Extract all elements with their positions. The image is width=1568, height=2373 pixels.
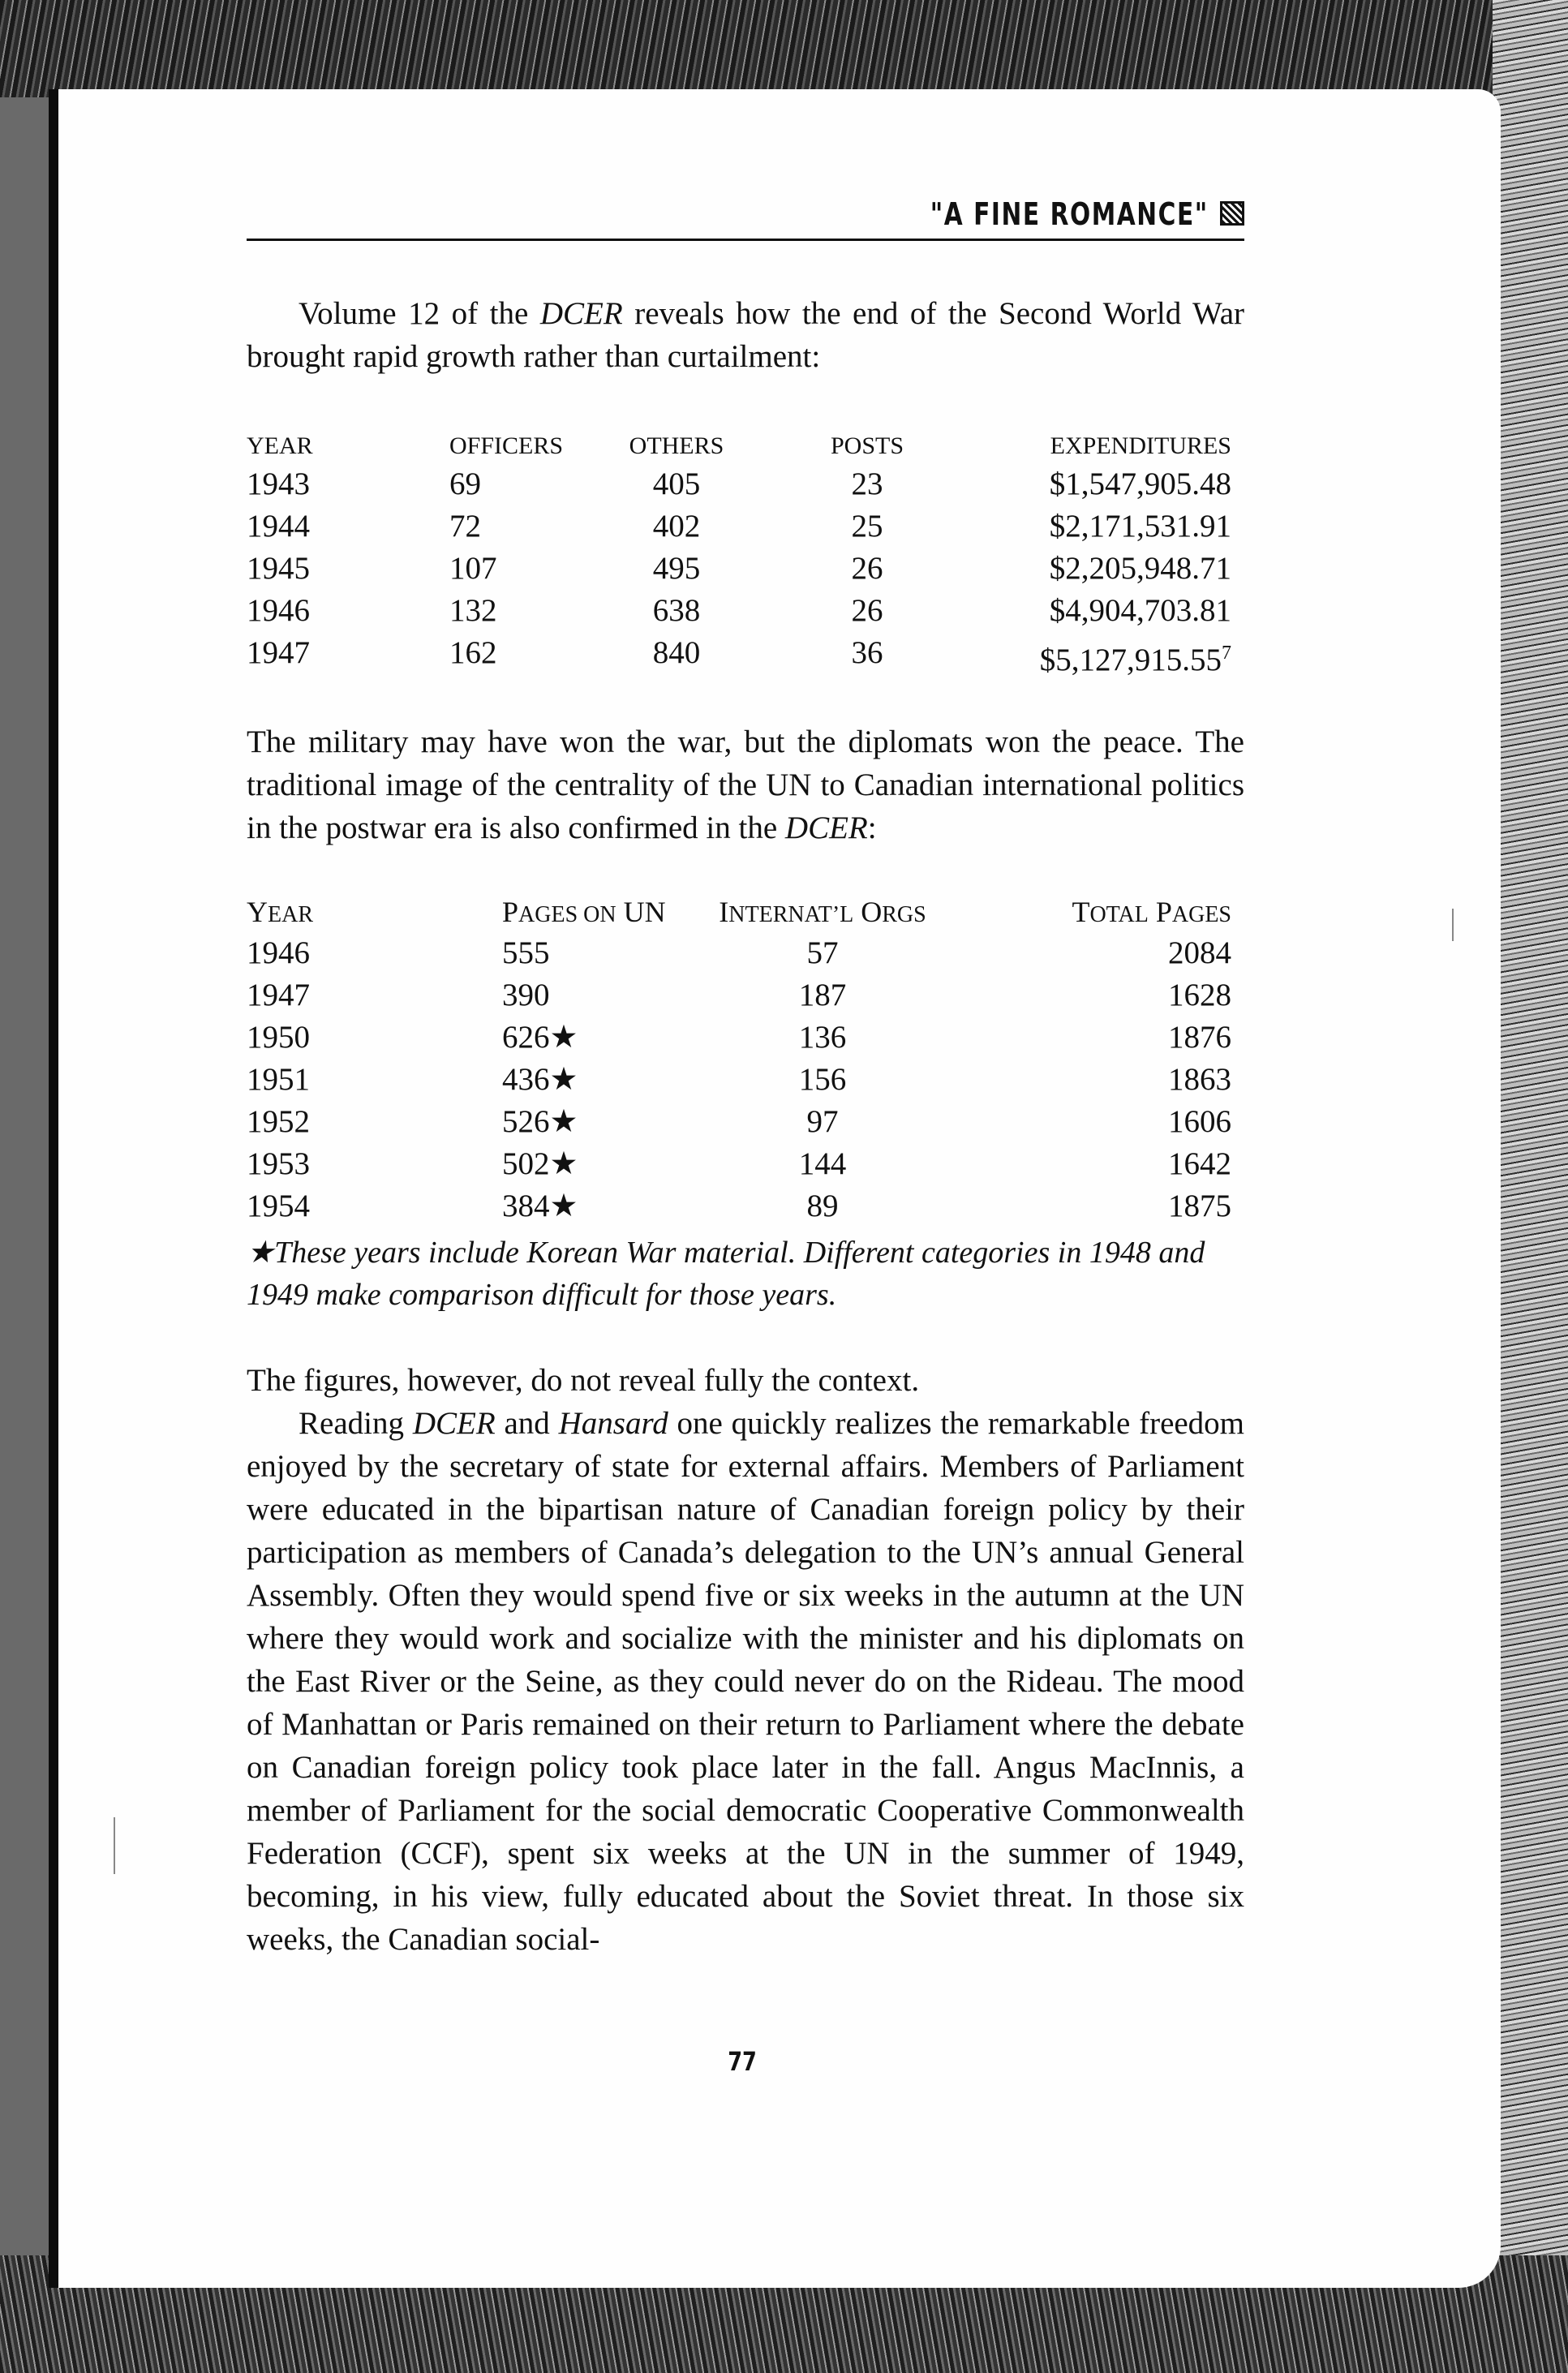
scan-border-top bbox=[0, 0, 1568, 97]
table2-header-total-cap2: P bbox=[1148, 896, 1172, 928]
table-row: 1945 107 495 26 $2,205,948.71 bbox=[247, 548, 1244, 590]
table-row: 1953 502★ 144 1642 bbox=[247, 1143, 1244, 1185]
table2-internat-orgs: 97 bbox=[806, 1104, 839, 1139]
final-text-1: Reading bbox=[299, 1406, 413, 1441]
middle-paragraph bbox=[247, 720, 1244, 849]
table1-header-row: YEAR OFFICERS OTHERS POSTS EXPENDITURES bbox=[247, 425, 1244, 467]
table2-internat-orgs: 136 bbox=[798, 1020, 847, 1055]
table1-others: 405 bbox=[652, 466, 701, 501]
table2-header-total-cap: T bbox=[1072, 896, 1090, 928]
table1-header-others: OTHERS bbox=[629, 432, 724, 459]
table2-year: 1951 bbox=[247, 1062, 310, 1097]
table1-posts: 26 bbox=[851, 551, 883, 586]
table1-posts: 23 bbox=[851, 466, 883, 501]
table-row: 1952 526★ 97 1606 bbox=[247, 1101, 1244, 1143]
running-head bbox=[247, 191, 1244, 241]
table2-internat-orgs: 156 bbox=[798, 1062, 847, 1097]
table1-expenditure: $4,904,703.81 bbox=[1049, 593, 1231, 628]
table2-internat-orgs: 187 bbox=[798, 978, 847, 1012]
table2-year: 1950 bbox=[247, 1020, 310, 1055]
table-row: 1951 436★ 156 1863 bbox=[247, 1059, 1244, 1101]
scan-border-right bbox=[1493, 0, 1568, 2373]
table2-internat-orgs: 144 bbox=[798, 1146, 847, 1181]
table2-header-internat-orgs bbox=[719, 891, 926, 936]
table1-header-posts: POSTS bbox=[830, 432, 904, 459]
table2-internat-orgs: 57 bbox=[806, 935, 839, 970]
table1-year: 1945 bbox=[247, 551, 310, 586]
final-hansard: Hansard bbox=[558, 1406, 668, 1441]
table1-header-expenditures: EXPENDITURES bbox=[1050, 432, 1231, 459]
table1-posts: 25 bbox=[851, 509, 883, 544]
intro-dcer: DCER bbox=[539, 296, 623, 331]
table1-expenditure: $2,171,531.91 bbox=[1049, 509, 1231, 544]
table-row: 1950 626★ 136 1876 bbox=[247, 1017, 1244, 1059]
table2-header-orgs-small2: RGS bbox=[882, 902, 926, 927]
table2-year: 1953 bbox=[247, 1146, 310, 1181]
intro-text-2: reveals how the end of the Second World War brought rapid growth rather than curtailment: bbox=[247, 296, 1244, 374]
table2-total-pages: 2084 bbox=[1168, 935, 1231, 970]
table2-total-pages: 1628 bbox=[1168, 978, 1231, 1012]
table1-posts: 36 bbox=[851, 635, 883, 670]
running-head-title: "A FINE ROMANCE" bbox=[930, 196, 1209, 232]
final-text-3: one quickly realizes the remarkable freedom enjoyed by the secretary of state for external affairs. Members of Parliament were educated in the bipartisan nature of Canadian foreign policy by their participation as members of Canada’s delegation to the UN’s annual General Assembly. Often they would spend five or six weeks in the autumn at the UN where they would work and socialize with the minister and his diplomats on the East River or the Seine, as they could never do on the Rideau. The mood of Manhattan or Paris remained on their return to Parliament where the debate on Canadian foreign policy took place later in the fall. Angus MacInnis, a member of Parliament for the social democratic Cooperative Commonwealth Federation (CCF), spent six weeks at the UN in the summer of 1949, becoming, in his view, fully educated about the Soviet threat. In those six weeks, the Canadian social- bbox=[247, 1406, 1245, 1957]
intro-paragraph bbox=[247, 292, 1244, 378]
table1-expenditure bbox=[1040, 632, 1231, 681]
table1-expenditure-value: $5,127,915.55 bbox=[1039, 643, 1222, 677]
middle-text-1: The military may have won the war, but the diplomats won the peace. The traditional image of the centrality of the UN to Canadian international politics in the postwar era is also confirmed in the bbox=[247, 724, 1244, 845]
middle-text-2: : bbox=[867, 810, 877, 845]
table2-year: 1954 bbox=[247, 1189, 310, 1223]
table1-posts: 26 bbox=[851, 593, 883, 628]
table1-year: 1946 bbox=[247, 593, 310, 628]
footnote-ref: 7 bbox=[1222, 643, 1231, 664]
table-row: 1947 390 187 1628 bbox=[247, 974, 1244, 1017]
table1-others: 495 bbox=[652, 551, 701, 586]
table2-header-year-small: EAR bbox=[268, 902, 313, 927]
figures-line: The figures, however, do not reveal fully the context. bbox=[247, 1363, 920, 1398]
table1-header-year: YEAR bbox=[247, 432, 313, 459]
table-row: 1946 132 638 26 $4,904,703.81 bbox=[247, 590, 1244, 632]
table2-total-pages: 1863 bbox=[1168, 1062, 1231, 1097]
table2-internat-orgs: 89 bbox=[806, 1189, 839, 1223]
table1-year: 1944 bbox=[247, 509, 310, 544]
final-paragraph bbox=[247, 1402, 1244, 1961]
table2-header-orgs-small: NTERNAT’L bbox=[728, 902, 854, 927]
table1-expenditure: $1,547,905.48 bbox=[1049, 466, 1231, 501]
table2-note: ★These years include Korean War material. Different categories in 1948 and 1949 make comparison difficult for those years. bbox=[247, 1236, 1205, 1312]
table2-header-orgs-cap2: O bbox=[853, 896, 883, 928]
table2-total-pages: 1606 bbox=[1168, 1104, 1231, 1139]
table2-header-pages-tail: UN bbox=[616, 896, 666, 928]
table-row: 1946 555 57 2084 bbox=[247, 932, 1244, 974]
table-row: 1947 162 840 36 $5,127,915.55$^7$ bbox=[247, 632, 1244, 674]
final-dcer: DCER bbox=[412, 1406, 496, 1441]
table2-header-pages-cap: P bbox=[502, 896, 519, 928]
table2-year: 1947 bbox=[247, 978, 310, 1012]
final-text-2: and bbox=[495, 1406, 559, 1441]
table2-year: 1952 bbox=[247, 1104, 310, 1139]
table2-header-orgs-cap: I bbox=[719, 896, 729, 928]
table2-header-pages-small: AGES ON bbox=[518, 902, 616, 927]
table2-total-pages: 1875 bbox=[1168, 1189, 1231, 1223]
chapter-box-icon bbox=[1220, 201, 1244, 226]
table2-header-total-small2: AGES bbox=[1171, 902, 1231, 927]
table2-header-total-pages bbox=[1072, 891, 1231, 936]
scan-speck bbox=[114, 1817, 115, 1874]
table1-others: 402 bbox=[652, 509, 701, 544]
table2-year: 1946 bbox=[247, 935, 310, 970]
table2-header-year-cap: Y bbox=[247, 896, 268, 928]
table2-header-year bbox=[247, 891, 313, 936]
table1-others: 638 bbox=[652, 593, 701, 628]
middle-dcer: DCER bbox=[784, 810, 868, 845]
table-row: 1944 72 402 25 $2,171,531.91 bbox=[247, 505, 1244, 548]
page-number: 77 bbox=[728, 2046, 757, 2077]
table-row: 1954 384★ 89 1875 bbox=[247, 1185, 1244, 1227]
table1-year: 1943 bbox=[247, 466, 310, 501]
table2-header-row bbox=[247, 891, 1244, 933]
table1-expenditure: $2,205,948.71 bbox=[1049, 551, 1231, 586]
intro-text-1: Volume 12 of the bbox=[299, 296, 540, 331]
table-row: 1943 69 405 23 $1,547,905.48 bbox=[247, 463, 1244, 505]
scan-speck bbox=[1452, 909, 1454, 941]
table1-year: 1947 bbox=[247, 635, 310, 670]
table2-header-total-small: OTAL bbox=[1089, 902, 1149, 927]
table2-total-pages: 1642 bbox=[1168, 1146, 1231, 1181]
table2-total-pages: 1876 bbox=[1168, 1020, 1231, 1055]
table1-others: 840 bbox=[652, 635, 701, 670]
